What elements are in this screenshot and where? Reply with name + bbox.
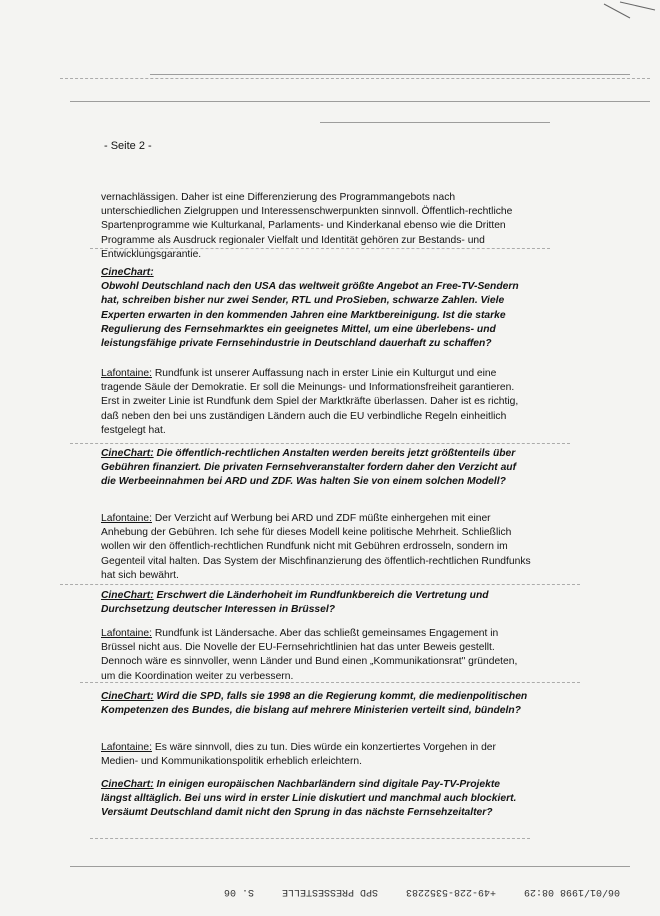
speaker-lafontaine: Lafontaine:: [101, 628, 152, 639]
answer: [101, 367, 531, 438]
scan-artifact: [70, 866, 630, 867]
corner-scan-mark: [600, 0, 660, 22]
question-text: Wird die SPD, falls sie 1998 an die Regierung kommt, die medienpolitischen Kompetenzen des Bundes, die bislang auf mehrere Ministerien verteilt sind, bündeln?: [101, 691, 528, 717]
fax-phone: +49-228-5352283: [405, 886, 496, 898]
speaker-lafontaine: Lafontaine:: [101, 368, 152, 379]
fax-sender: SPD PRESSESTELLE: [281, 886, 378, 898]
scan-artifact: [150, 74, 630, 75]
scan-artifact: [320, 122, 550, 123]
fax-date-time: 06/01/1998 08:29: [523, 886, 620, 898]
speaker-cinechart: CineChart:: [101, 448, 154, 459]
answer-text: Rundfunk ist unserer Auffassung nach in erster Linie ein Kulturgut und eine tragende Säule der Demokratie. Er soll die Meinungs- und Informationsfreiheit garantieren. Erst in zweiter Linie ist Rundfunk dem Spiel der Marktkräfte überlassen. Daher ist es richtig, daß neben den bei uns zuständigen Ländern auch die EU verbindliche Regeln einheitlich festgelegt hat.: [101, 368, 519, 436]
paragraph-text: vernachlässigen. Daher ist eine Differenzierung des Programmangebots nach unterschiedlichen Zielgruppen und Interessenschwerpunkten sinnvoll. Öffentlich-rechtliche Spartenprogramme wie Kulturkanal, Parlaments- und Kinderkanal ebenso wie die Dritten Programme als Ausdruck regionaler Vielfalt und Identität gehören zur Bestands- und Entwicklungsgarantie.: [101, 192, 513, 260]
answer-text: Rundfunk ist Ländersache. Aber das schließt gemeinsames Engagement in Brüssel nicht aus. Die Novelle der EU-Fernsehrichtlinien hat das unter Beweis gestellt. Dennoch wäre es sinnvoller, wenn Länder und Bund einen „Kommunikationsrat" gründeten, um die Koordination weiter zu verbessern.: [101, 628, 518, 682]
answer: [101, 741, 531, 769]
answer: [101, 627, 531, 684]
question-text: Obwohl Deutschland nach den USA das weltweit größte Angebot an Free-TV-Sendern hat, schreiben bisher nur zwei Sender, RTL und ProSieben, schwarze Zahlen. Viele Experten erwarten in den kommenden Jahren eine Marktbereinigung. Ist die starke Regulierung des Fernsehmarktes ein geeignetes Mittel, um eine überlebens- und leistungsfähige private Fernsehindustrie in Deutschland dauerhaft zu schaffen?: [101, 281, 519, 350]
question: [101, 447, 531, 490]
page-header: - Seite 2 -: [104, 140, 152, 152]
question: [101, 690, 531, 718]
question: [101, 266, 531, 351]
question: [101, 589, 531, 617]
question-text: Erschwert die Länderhoheit im Rundfunkbereich die Vertretung und Durchsetzung deutscher Interessen in Brüssel?: [101, 590, 489, 616]
speaker-cinechart: CineChart:: [101, 590, 154, 601]
scan-artifact: [70, 101, 650, 102]
speaker-lafontaine: Lafontaine:: [101, 742, 152, 753]
speaker-lafontaine: Lafontaine:: [101, 513, 152, 524]
scan-artifact: [60, 78, 650, 79]
answer: [101, 512, 531, 583]
question: [101, 778, 531, 821]
answer-text: Es wäre sinnvoll, dies zu tun. Dies würde ein konzertiertes Vorgehen in der Medien- und Kommunikationspolitik erheblich erleichtern.: [101, 742, 496, 768]
fax-page: S. 06: [223, 886, 254, 898]
scan-artifact: [90, 838, 530, 839]
scan-artifact: [60, 584, 580, 585]
scan-artifact: [70, 443, 570, 444]
speaker-cinechart: CineChart:: [101, 267, 154, 278]
answer-text: Der Verzicht auf Werbung bei ARD und ZDF müßte einhergehen mit einer Anhebung der Gebühren. Ich sehe für dieses Modell keine politische Mehrheit. Schließlich wollen wir den öffentlich-rechtlichen Rundfunk nicht mit Gebühren erdrosseln, sondern im Gegenteil vital halten. Das System der Mischfinanzierung des öffentlich-rechtlichen Rundfunks hat sich bewährt.: [101, 513, 531, 581]
paragraph: [101, 191, 531, 262]
question-text: Die öffentlich-rechtlichen Anstalten werden bereits jetzt größtenteils über Gebühren finanziert. Die privaten Fernsehveranstalter fordern daher den Verzicht auf die Werbeeinnahmen bei ARD und ZDF. Was halten Sie von einem solchen Modell?: [101, 448, 517, 488]
speaker-cinechart: CineChart:: [101, 691, 154, 702]
question-text: In einigen europäischen Nachbarländern sind digitale Pay-TV-Projekte längst alltäglich. Bei uns wird in erster Linie diskutiert und manchmal auch blockiert. Versäumt Deutschland damit nicht den Sprung in das nächste Fernsehzeitalter?: [101, 779, 517, 819]
speaker-cinechart: CineChart:: [101, 779, 154, 790]
fax-footer: [80, 882, 620, 902]
